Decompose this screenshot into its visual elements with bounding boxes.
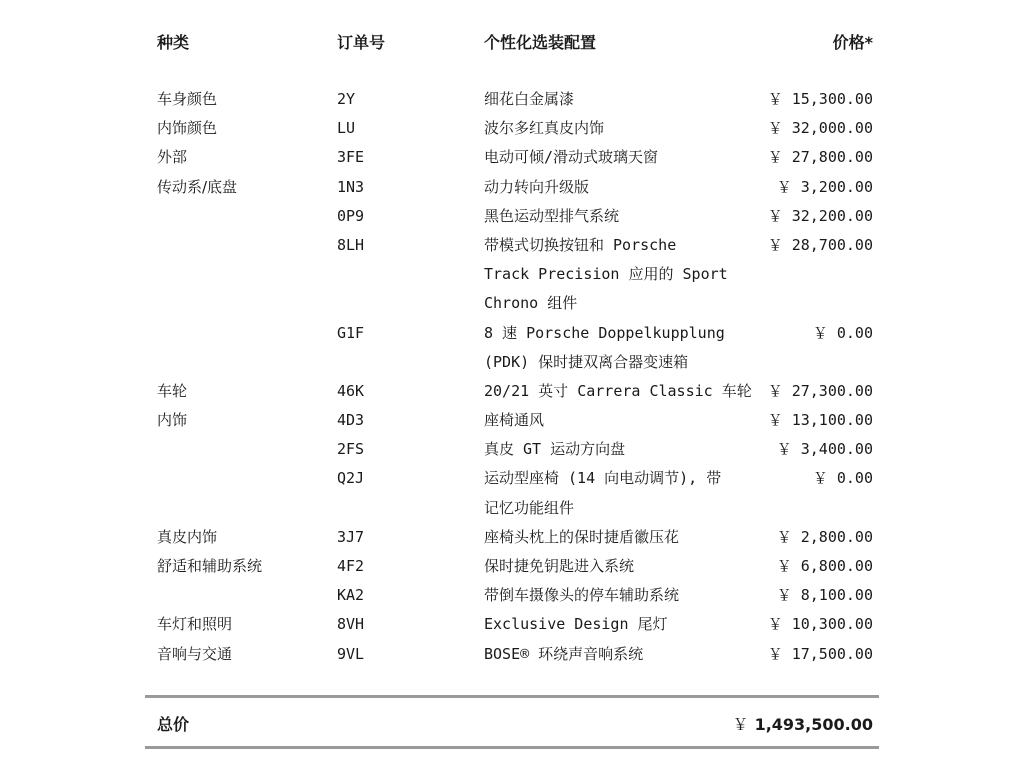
row-order-code: 1N3 [337,177,365,196]
row-option-text: 电动可倾/滑动式玻璃天窗 [484,148,659,167]
row-price: ￥ 2,800.00 [776,527,873,546]
row-price: ￥ 8,100.00 [776,586,873,605]
table-row [0,435,1024,464]
header-category: 种类 [157,33,190,52]
row-price: ￥ 10,300.00 [767,615,873,634]
row-price: ￥ 3,200.00 [776,177,873,196]
row-option-text: 黑色运动型排气系统 [484,206,620,225]
table-row-continuation [0,494,1024,523]
table-row [0,85,1024,114]
row-option-text: (PDK) 保时捷双离合器变速箱 [484,352,689,371]
row-order-code: 46K [337,381,365,400]
row-order-code: LU [337,119,356,138]
table-row-continuation [0,289,1024,318]
row-option-text: 记忆功能组件 [484,498,575,517]
table-row [0,377,1024,406]
row-option-text: 座椅头枕上的保时捷盾徽压花 [484,527,680,546]
row-category: 车灯和照明 [157,615,233,634]
total-label: 总价 [157,715,190,734]
header-order-code: 订单号 [337,33,386,52]
row-price: ￥ 28,700.00 [767,235,873,254]
row-category: 音响与交通 [157,644,233,663]
total-row [0,712,1024,736]
row-price: ￥ 0.00 [812,323,873,342]
row-order-code: 2FS [337,440,365,459]
row-category: 传动系/底盘 [157,177,238,196]
row-price: ￥ 17,500.00 [767,644,873,663]
total-divider-bottom [145,746,879,749]
row-price: ￥ 27,300.00 [767,381,873,400]
row-price: ￥ 0.00 [812,469,873,488]
table-row [0,319,1024,348]
row-option-text: 带模式切换按钮和 Porsche [484,235,677,254]
row-order-code: 3FE [337,148,365,167]
table-row [0,231,1024,260]
row-option-text: 真皮 GT 运动方向盘 [484,440,626,459]
table-row [0,406,1024,435]
row-price: ￥ 27,800.00 [767,148,873,167]
row-order-code: 4D3 [337,411,365,430]
currency-symbol: ￥ [732,715,749,734]
row-category: 内饰 [157,411,188,430]
row-option-text: 座椅通风 [484,411,545,430]
row-category: 真皮内饰 [157,527,218,546]
table-row [0,114,1024,143]
row-option-text: 保时捷免钥匙进入系统 [484,557,635,575]
row-order-code: 8VH [337,615,365,634]
row-option-text: Track Precision 应用的 Sport [484,265,728,284]
row-option-text: 8 速 Porsche Doppelkupplung [484,323,725,342]
table-row-continuation [0,260,1024,289]
row-order-code: 4F2 [337,557,365,575]
table-row [0,640,1024,669]
table-row [0,523,1024,552]
row-price: ￥ 32,000.00 [767,119,873,138]
row-option-text: 波尔多红真皮内饰 [484,119,605,138]
row-price: ￥ 15,300.00 [767,90,873,108]
table-row [0,464,1024,493]
table-header [0,30,1024,54]
row-option-text: 20/21 英寸 Carrera Classic 车轮 [484,381,752,400]
table-row [0,610,1024,639]
row-option-text: 带倒车摄像头的停车辅助系统 [484,586,680,605]
row-order-code: G1F [337,323,365,342]
row-category: 舒适和辅助系统 [157,557,263,575]
row-order-code: 8LH [337,235,365,254]
header-option: 个性化选装配置 [484,33,597,52]
total-value [733,712,873,735]
row-option-text: 动力转向升级版 [484,177,590,196]
options-table [0,85,1024,669]
row-order-code: Q2J [337,469,365,488]
row-price: ￥ 32,200.00 [767,206,873,225]
table-row [0,581,1024,610]
row-option-text: Chrono 组件 [484,294,578,313]
row-order-code: KA2 [337,586,365,605]
row-order-code: 3J7 [337,527,365,546]
row-option-text: 运动型座椅 (14 向电动调节), 带 [484,469,722,488]
row-category: 车轮 [157,381,188,400]
table-row [0,143,1024,172]
row-category: 车身颜色 [157,90,218,108]
total-divider-top [145,695,879,698]
row-option-text: Exclusive Design 尾灯 [484,615,668,634]
row-price: ￥ 13,100.00 [767,411,873,430]
row-order-code: 9VL [337,644,365,663]
row-option-text: BOSE® 环绕声音响系统 [484,644,644,663]
table-row [0,202,1024,231]
row-price: ￥ 3,400.00 [776,440,873,459]
table-row-continuation [0,348,1024,377]
row-category: 内饰颜色 [157,119,218,138]
row-order-code: 2Y [337,90,356,108]
row-category: 外部 [157,148,188,167]
header-price: 价格* [832,33,873,52]
row-order-code: 0P9 [337,206,365,225]
table-row [0,552,1024,581]
row-price: ￥ 6,800.00 [776,557,873,575]
total-amount: 1,493,500.00 [754,715,873,734]
row-option-text: 细花白金属漆 [484,90,575,108]
table-row [0,173,1024,202]
